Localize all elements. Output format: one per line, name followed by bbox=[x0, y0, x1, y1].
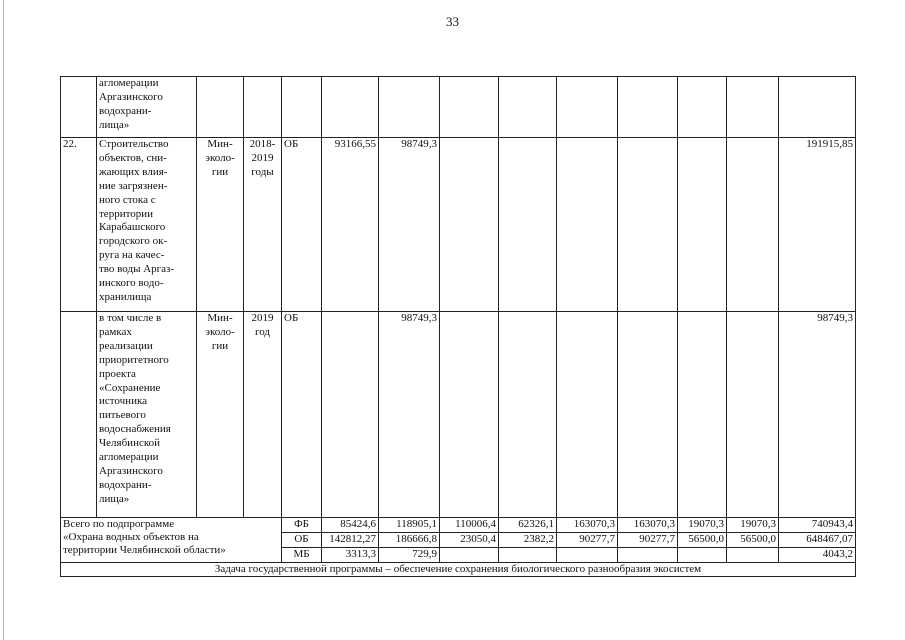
value-cell: 19070,3 bbox=[678, 518, 727, 533]
source-cell: МБ bbox=[282, 548, 322, 563]
value-cell bbox=[618, 548, 678, 563]
row-number: 22. bbox=[61, 138, 97, 312]
value-cell: 85424,6 bbox=[322, 518, 379, 533]
source-cell: ФБ bbox=[282, 518, 322, 533]
table-row bbox=[61, 77, 856, 138]
value-cell: 142812,27 bbox=[322, 533, 379, 548]
budget-table bbox=[60, 76, 856, 577]
task-row bbox=[61, 563, 856, 577]
measure-name-cell: Строительство объектов, сни- жающих влия- ние загрязнен- ного стока с территории Карабашского городского ок- руга на качес- тво воды Аргаз- инского водо- хранилища bbox=[97, 138, 197, 312]
source-cell: ОБ bbox=[282, 138, 322, 312]
value-cell: 3313,3 bbox=[322, 548, 379, 563]
value-cell bbox=[727, 548, 779, 563]
value-cell: 729,9 bbox=[379, 548, 440, 563]
measure-name-cell: агломерации Аргазинского водохрани- лища» bbox=[97, 77, 197, 138]
source-cell: ОБ bbox=[282, 312, 322, 518]
table-row bbox=[61, 312, 856, 518]
executor-cell: Мин- эколо- гии bbox=[197, 312, 244, 518]
value-cell: 56500,0 bbox=[678, 533, 727, 548]
totals-label: Всего по подпрограмме «Охрана водных объектов на территории Челябинской области» bbox=[61, 518, 282, 563]
value-cell: 98749,3 bbox=[379, 312, 440, 518]
value-cell bbox=[557, 548, 618, 563]
total-cell: 740943,4 bbox=[779, 518, 856, 533]
value-cell: 186666,8 bbox=[379, 533, 440, 548]
period-cell: 2018- 2019 годы bbox=[244, 138, 282, 312]
total-cell: 4043,2 bbox=[779, 548, 856, 563]
value-cell bbox=[440, 548, 499, 563]
scan-edge-line bbox=[3, 0, 4, 640]
value-cell: 163070,3 bbox=[618, 518, 678, 533]
total-cell: 648467,07 bbox=[779, 533, 856, 548]
task-heading: Задача государственной программы – обеспечение сохранения биологического разнообразия экосистем bbox=[61, 563, 856, 577]
executor-cell: Мин- эколо- гии bbox=[197, 138, 244, 312]
value-cell: 23050,4 bbox=[440, 533, 499, 548]
value-cell: 163070,3 bbox=[557, 518, 618, 533]
measure-name-cell: в том числе в рамках реализации приоритетного проекта «Сохранение источника питьевого водоснабжения Челябинской агломерации Аргазинского водохрани- лища» bbox=[97, 312, 197, 518]
value-cell: 62326,1 bbox=[499, 518, 557, 533]
value-cell: 98749,3 bbox=[379, 138, 440, 312]
value-cell: 90277,7 bbox=[618, 533, 678, 548]
totals-row-fb bbox=[61, 518, 856, 533]
value-cell: 93166,55 bbox=[322, 138, 379, 312]
total-cell: 98749,3 bbox=[779, 312, 856, 518]
period-cell: 2019 год bbox=[244, 312, 282, 518]
page-number: 33 bbox=[446, 14, 459, 29]
value-cell: 90277,7 bbox=[557, 533, 618, 548]
table-row bbox=[61, 138, 856, 312]
source-cell: ОБ bbox=[282, 533, 322, 548]
value-cell: 56500,0 bbox=[727, 533, 779, 548]
value-cell bbox=[499, 548, 557, 563]
value-cell bbox=[678, 548, 727, 563]
value-cell: 2382,2 bbox=[499, 533, 557, 548]
value-cell: 19070,3 bbox=[727, 518, 779, 533]
value-cell: 118905,1 bbox=[379, 518, 440, 533]
total-cell: 191915,85 bbox=[779, 138, 856, 312]
value-cell: 110006,4 bbox=[440, 518, 499, 533]
